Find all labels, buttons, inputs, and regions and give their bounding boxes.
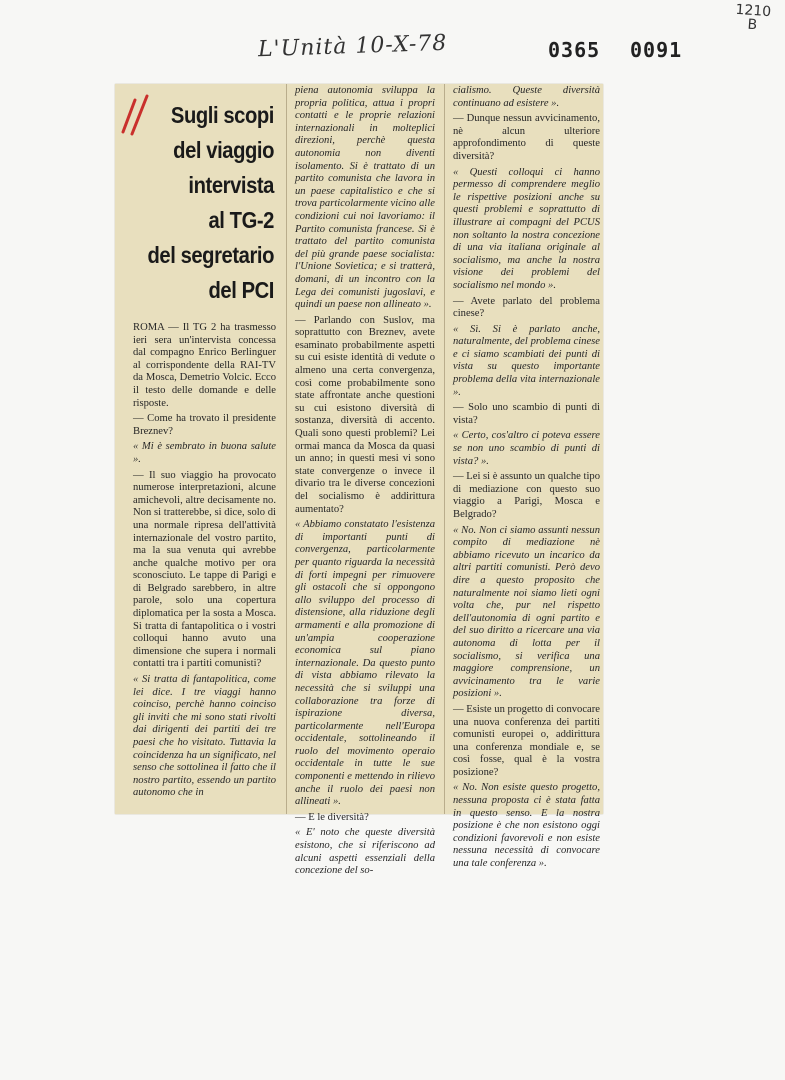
headline [146,98,274,308]
answer-paragraph: « Questi colloqui ci hanno permesso di comprendere meglio le rispettive posizioni anche su questi problemi e soprattutto di illustrare ai compagni del PCUS non soltanto la nostra concezione di una via italiana originale al socialismo, ma anche la nostra visione dei problemi del socialismo nel mondo ». [453,166,600,291]
headline-line: Sugli scopi [170,102,274,128]
answer-paragraph: « Abbiamo constatato l'esistenza di importanti punti di convergenza, particolarmente per quanto riguarda la necessità di forti impegni per rimuovere gli ostacoli che si oppongono allo sviluppo del processo di distensione, alla riduzione degli armamenti e alla promozione di un'ampia cooperazione economica sul piano internazionale. Da questo punto di vista abbiamo rilevato la necessità che si sviluppi una collaborazione tra forze di ispirazione diversa, particolarmente nell'Europa occidentale, sottolineando il ruolo del movimento operaio occidentale in tutte le sue componenti e mettendo in rilievo anche il ruolo dei paesi non allineati ». [295,519,435,808]
headline-line: del segretario [147,242,274,268]
corner-note [734,3,772,33]
headline-line: al TG-2 [208,207,274,233]
question-paragraph: — Lei si è assunto un qualche tipo di mediazione con questo suo viaggio a Parigi, Mosca e Belgrado? [453,471,600,520]
answer-paragraph: « No. Non esiste questo progetto, nessuna proposta ci è stata fatta in questo senso. E la nostra posizione è che non esistono oggi condizioni favorevoli e non esiste nessuna necessità di convocare una tale conferenza ». [453,782,600,870]
column-2 [286,84,439,877]
headline-line: intervista [188,172,274,198]
question-paragraph: — Dunque nessun avvicinamento, nè alcun ulteriore approfondimento di queste diversità? [453,113,600,162]
archive-stamp-right: 0091 [630,38,683,62]
answer-paragraph: « Sì. Si è parlato anche, naturalmente, del problema cinese e ci siamo scambiati dei punti di vista su questo importante problema della vita internazionale ». [453,323,600,398]
archive-stamp-left: 0365 [548,38,601,62]
question-paragraph: — Avete parlato del problema cinese? [453,295,600,320]
question-paragraph: — Solo uno scambio di punti di vista? [453,402,600,426]
answer-paragraph: cialismo. Queste diversità continuano ad esistere ». [453,85,600,109]
headline-line: del PCI [208,277,274,303]
answer-paragraph: « E' noto che queste diversità esistono, che si riferiscono ad alcuni aspetti essenziali della concezione del so- [295,827,435,877]
column-1-body [115,308,280,800]
corner-note-top: 1210 [734,1,772,21]
handwritten-source-note: L'Unità 10-X-78 [257,30,448,63]
column-3-body [445,84,604,871]
answer-paragraph: « Si tratta di fantapolitica, come lei dice. I tre viaggi hanno coinciso, perchè hanno coinciso gli inviti che mi sono stati rivolti dai dirigenti dei partiti dei tre paesi che ho visitato. Tuttavia la coincidenza ha un significato, nel senso che sottolinea il fatto che il nostro partito, essendo un partito autonomo che in [133,674,276,799]
question-paragraph: ROMA — Il TG 2 ha trasmesso ieri sera un'intervista concessa dal compagno Enrico Berlinguer al corrispondente della RAI-TV da Mosca, Demetrio Volcic. Ecco il testo delle domande e delle risposte. [133,322,276,409]
corner-note-bottom: B [746,16,758,34]
answer-paragraph: « No. Non ci siamo assunti nessun compito di mediazione nè abbiamo ricevuto un incarico da altri partiti comunisti. Però devo dire a questo proposito che naturalmente noi siamo lieti ogni volta che, pur nel rispetto dell'autonomia di ogni partito e del suo diritto a ricercare una via autonoma di lotta per il socialismo, si verifica una maggiore comprensione, un avvicinamento tra le varie posizioni ». [453,524,600,700]
column-1 [115,84,280,814]
column-3 [444,84,604,870]
newspaper-clipping [115,84,603,877]
question-paragraph: — Come ha trovato il presidente Breznev? [133,413,276,437]
question-paragraph: — Esiste un progetto di convocare una nuova conferenza dei partiti comunisti europei o, addirittura una conferenza mondiale e, se così fosse, qual è la vostra posizione? [453,703,600,778]
answer-paragraph: « Certo, cos'altro ci poteva essere se non uno scambio di punti di vista? ». [453,430,600,467]
answer-paragraph: « Mi è sembrato in buona salute ». [133,441,276,465]
answer-paragraph: piena autonomia sviluppa la propria politica, attua i propri contatti e le proprie relazioni internazionali in molteplici direzioni, perchè questa autonomia non diventi isolamento. Si è trattato di un partito comunista che lavora in un paese capitalistico e che si trova particolarmente vicino alle condizioni cui noi lavoriamo: il Partito comunista francese. Si è trattato del partito comunista del più grande paese socialista: l'Unione Sovietica; e si tratterà, domani, di un incontro con la Lega dei comunisti jugoslavi, e quindi un paese non allineato ». [295,85,435,311]
question-paragraph: — Il suo viaggio ha provocato numerose interpretazioni, alcune amichevoli, altre decisamente no. Non si tratterebbe, si dice, solo di una normale ripresa dell'attività internazionale del vostro partito, ma la sua venuta qui avrebbe anche qualche motivo per ora sconosciuto. Le tappe di Parigi e di Belgrado sarebbero, in altre parole, solo una copertura diplomatica per la sosta a Mosca. Si tratta di fantapolitica o i vostri colloqui hanno avuto una dimensione che supera i normali contatti tra i partiti comunisti? [133,469,276,670]
column-2-body [287,84,439,878]
question-paragraph: — E le diversità? [295,811,369,823]
question-paragraph: — Parlando con Suslov, ma soprattutto con Breznev, avete esaminato probabilmente aspetti su cui esiste identità di vedute o almeno una certa convergenza, così come probabilmente sono state affrontate anche questioni su cui esistono diversità di sostanza, diversità di accento. Quali sono questi problemi? Lei ormai manca da Mosca da quasi un anno; in questi mesi vi sono state convergenze o invece il divario tra le diverse concezioni del socialismo è addirittura aumentato? [295,314,435,515]
headline-line: del viaggio [173,137,274,163]
